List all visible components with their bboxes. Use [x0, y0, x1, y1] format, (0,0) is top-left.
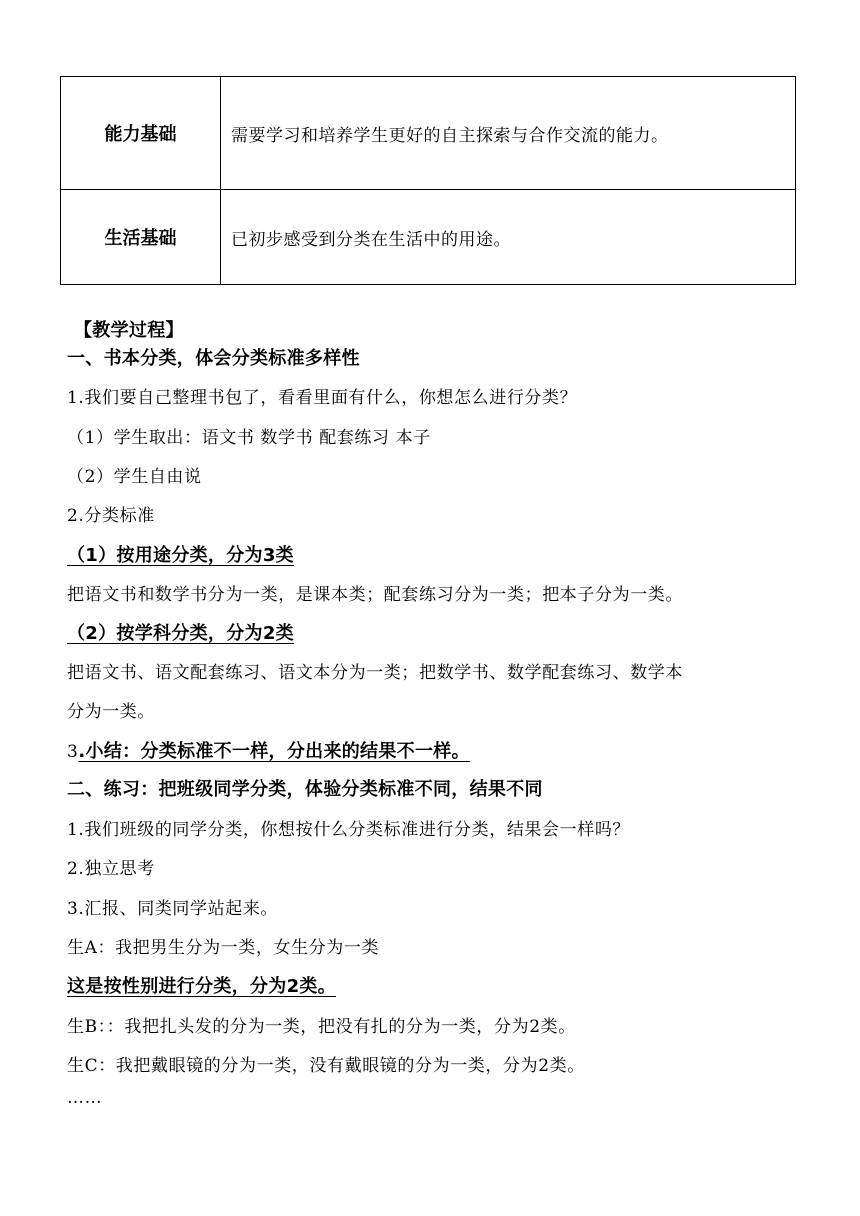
process-title: 【教学过程】 — [74, 320, 184, 341]
paragraph: 把语文书和数学书分为一类，是课本类；配套练习分为一类；把本子分为一类。 — [67, 585, 683, 605]
paragraph: （2）学生自由说 — [67, 467, 202, 487]
paragraph: 生B：：我把扎头发的分为一类，把没有扎的分为一类，分为2类。 — [67, 1017, 576, 1037]
standard-heading: （1）按用途分类，分为3类 — [67, 545, 294, 566]
paragraph: （1）学生取出：语文书 数学书 配套练习 本子 — [67, 428, 431, 448]
ellipsis: …… — [67, 1088, 103, 1108]
paragraph: 1.我们班级的同学分类，你想按什么分类标准进行分类，结果会一样吗？ — [67, 820, 631, 840]
row-value: 已初步感受到分类在生活中的用途。 — [221, 190, 796, 285]
table-row — [61, 77, 796, 190]
summary-line — [67, 737, 470, 763]
summary-number: 3 — [67, 742, 79, 762]
foundation-table — [60, 76, 796, 285]
table-row — [61, 190, 796, 285]
paragraph: 3.汇报、同类同学站起来。 — [67, 899, 279, 919]
standard-heading: （2）按学科分类，分为2类 — [67, 623, 294, 644]
paragraph: 生C：我把戴眼镜的分为一类，没有戴眼镜的分为一类，分为2类。 — [67, 1056, 585, 1076]
paragraph: 2.分类标准 — [67, 506, 155, 526]
classification-note: 这是按性别进行分类，分为2类。 — [67, 976, 337, 997]
paragraph: 2.独立思考 — [67, 859, 155, 879]
summary-text: .小结：分类标准不一样，分出来的结果不一样。 — [78, 741, 470, 762]
row-value: 需要学习和培养学生更好的自主探索与合作交流的能力。 — [221, 77, 796, 190]
section2-title: 二、练习：把班级同学分类，体验分类标准不同，结果不同 — [67, 779, 543, 800]
section1-title: 一、书本分类，体会分类标准多样性 — [67, 348, 360, 369]
row-label: 生活基础 — [61, 190, 221, 285]
paragraph: 1.我们要自己整理书包了，看看里面有什么，你想怎么进行分类？ — [67, 388, 578, 408]
row-label: 能力基础 — [61, 77, 221, 190]
paragraph: 把语文书、语文配套练习、语文本分为一类；把数学书、数学配套练习、数学本 — [67, 663, 683, 683]
paragraph: 生A：我把男生分为一类，女生分为一类 — [67, 938, 380, 958]
paragraph: 分为一类。 — [67, 702, 155, 722]
